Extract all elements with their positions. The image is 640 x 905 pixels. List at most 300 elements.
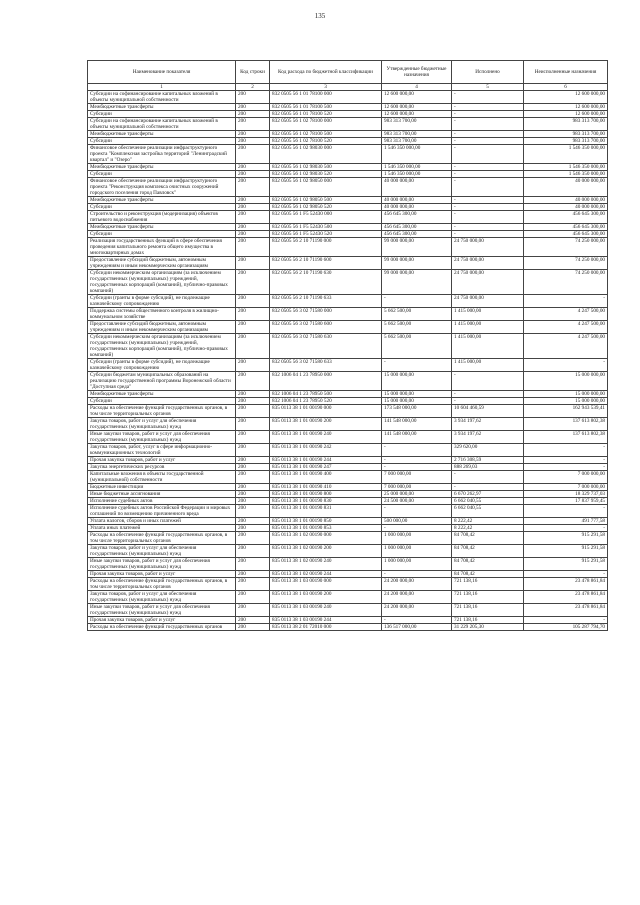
- row-budget-code: 835 0113 38 1 02 00190 000: [270, 532, 382, 545]
- table-row: [88, 238, 608, 257]
- row-approved: 1 000 000,00: [382, 558, 452, 571]
- row-name: Расходы на обеспечение функций государственных органов, в том числе территориальных органов: [88, 405, 236, 418]
- row-approved: 15 000 000,00: [382, 391, 452, 398]
- row-approved: 24 200 000,00: [382, 591, 452, 604]
- row-line-code: 200: [236, 498, 270, 505]
- table-row: [88, 518, 608, 525]
- row-unexecuted: 17 837 959,45: [524, 498, 608, 505]
- table-row: [88, 308, 608, 321]
- row-budget-code: 832 0505 56 1 02 98050 000: [270, 178, 382, 197]
- row-unexecuted: 12 600 000,00: [524, 111, 608, 118]
- row-approved: 15 000 000,00: [382, 398, 452, 405]
- row-name: Межбюджетные трансферты: [88, 131, 236, 138]
- table-row: [88, 359, 608, 372]
- row-approved: -: [382, 571, 452, 578]
- row-line-code: 200: [236, 525, 270, 532]
- row-approved: 5 662 500,00: [382, 334, 452, 359]
- row-executed: -: [452, 391, 524, 398]
- row-executed: -: [452, 178, 524, 197]
- row-executed: 6 662 040,55: [452, 505, 524, 518]
- row-executed: 24 750 000,00: [452, 295, 524, 308]
- row-approved: 7 000 000,00: [382, 484, 452, 491]
- row-budget-code: 832 0505 56 2 10 71190 600: [270, 257, 382, 270]
- row-name: Иные закупки товаров, работ и услуг для обеспечения государственных (муниципальных) нужд: [88, 604, 236, 617]
- row-unexecuted: 915 291,58: [524, 558, 608, 571]
- row-unexecuted: 12 600 000,00: [524, 104, 608, 111]
- table-row: [88, 444, 608, 457]
- table-row: [88, 197, 608, 204]
- row-line-code: 200: [236, 405, 270, 418]
- row-approved: 1 546 350 000,00: [382, 164, 452, 171]
- row-budget-code: 832 0505 56 1 02 98030 500: [270, 164, 382, 171]
- row-budget-code: 832 0505 56 3 02 71580 633: [270, 359, 382, 372]
- row-approved: 456 645 300,00: [382, 211, 452, 224]
- row-budget-code: 832 0505 56 2 10 71190 000: [270, 238, 382, 257]
- row-line-code: 200: [236, 491, 270, 498]
- row-unexecuted: 456 645 300,00: [524, 231, 608, 238]
- row-budget-code: 832 0505 56 1 F5 52430 000: [270, 211, 382, 224]
- row-budget-code: 832 0505 56 1 F5 52430 520: [270, 231, 382, 238]
- row-line-code: 200: [236, 604, 270, 617]
- row-budget-code: 835 0113 38 1 03 00190 244: [270, 617, 382, 624]
- row-line-code: 200: [236, 204, 270, 211]
- row-budget-code: 835 0113 38 1 01 00190 853: [270, 525, 382, 532]
- row-approved: 983 313 700,00: [382, 131, 452, 138]
- row-line-code: 200: [236, 558, 270, 571]
- row-unexecuted: 74 250 000,00: [524, 270, 608, 295]
- row-name: Закупка товаров, работ и услуг для обеспечения государственных (муниципальных) нужд: [88, 545, 236, 558]
- table-row: [88, 591, 608, 604]
- row-line-code: 200: [236, 398, 270, 405]
- row-budget-code: 832 0505 56 1 02 98050 500: [270, 197, 382, 204]
- row-name: Закупка товаров, работ и услуг для обеспечения государственных (муниципальных) нужд: [88, 418, 236, 431]
- table-row: [88, 138, 608, 145]
- row-approved: -: [382, 617, 452, 624]
- table-row: [88, 145, 608, 164]
- table-row: [88, 111, 608, 118]
- column-number: 3: [270, 84, 382, 91]
- row-executed: -: [452, 398, 524, 405]
- row-name: Субсидии бюджетам муниципальных образований на реализацию государственной программы Воронежской области "Доступная среда": [88, 372, 236, 391]
- row-unexecuted: 4 247 500,00: [524, 308, 608, 321]
- row-executed: -: [452, 104, 524, 111]
- row-executed: 3 934 197,62: [452, 418, 524, 431]
- row-budget-code: 832 0505 56 3 02 71580 630: [270, 334, 382, 359]
- table-row: [88, 498, 608, 505]
- row-line-code: 200: [236, 532, 270, 545]
- row-name: Субсидии на софинансирование капитальных вложений в объекты муниципальной собственности: [88, 118, 236, 131]
- row-line-code: 200: [236, 464, 270, 471]
- row-executed: 6 670 262,97: [452, 491, 524, 498]
- row-executed: -: [452, 204, 524, 211]
- table-row: [88, 457, 608, 464]
- row-line-code: 200: [236, 334, 270, 359]
- row-unexecuted: -: [524, 444, 608, 457]
- row-name: Уплата иных платежей: [88, 525, 236, 532]
- row-approved: 40 000 000,00: [382, 197, 452, 204]
- row-line-code: 200: [236, 270, 270, 295]
- row-name: Поддержка системы общественного контроля в жилищно-коммунальном хозяйстве: [88, 308, 236, 321]
- table-row: [88, 372, 608, 391]
- row-budget-code: 835 0113 38 1 02 00190 240: [270, 558, 382, 571]
- row-approved: 12 600 000,00: [382, 91, 452, 104]
- row-budget-code: 835 0113 38 1 01 00190 240: [270, 431, 382, 444]
- row-name: Субсидии (гранты в форме субсидий), не подлежащие казначейскому сопровождению: [88, 359, 236, 372]
- table-row: [88, 257, 608, 270]
- table-body: [88, 91, 608, 631]
- row-executed: 84 708,42: [452, 558, 524, 571]
- table-row: [88, 418, 608, 431]
- row-unexecuted: 137 613 802,38: [524, 418, 608, 431]
- row-approved: -: [382, 295, 452, 308]
- row-unexecuted: 74 250 000,00: [524, 238, 608, 257]
- row-executed: -: [452, 372, 524, 391]
- row-unexecuted: 23 478 861,84: [524, 604, 608, 617]
- row-executed: 721 138,16: [452, 578, 524, 591]
- table-row: [88, 558, 608, 571]
- row-executed: -: [452, 131, 524, 138]
- row-budget-code: 835 0113 38 2 01 72010 000: [270, 624, 382, 631]
- row-name: Строительство и реконструкция (модернизация) объектов питьевого водоснабжения: [88, 211, 236, 224]
- table-row: [88, 178, 608, 197]
- row-name: Закупка товаров, работ и услуг для обеспечения государственных (муниципальных) нужд: [88, 591, 236, 604]
- row-unexecuted: 15 000 000,00: [524, 391, 608, 398]
- row-unexecuted: 915 291,58: [524, 532, 608, 545]
- row-approved: 24 500 000,00: [382, 498, 452, 505]
- row-unexecuted: 1 546 350 000,00: [524, 145, 608, 164]
- row-approved: 456 645 300,00: [382, 231, 452, 238]
- table-row: [88, 617, 608, 624]
- table-row: [88, 321, 608, 334]
- row-name: Закупка товаров, работ, услуг в сфере информационно-коммуникационных технологий: [88, 444, 236, 457]
- row-name: Субсидии: [88, 398, 236, 405]
- row-executed: 10 604 460,59: [452, 405, 524, 418]
- row-name: Расходы на обеспечение функций государственных органов, в том числе территориальных органов: [88, 532, 236, 545]
- row-budget-code: 835 0113 38 1 02 00190 200: [270, 545, 382, 558]
- row-name: Межбюджетные трансферты: [88, 197, 236, 204]
- row-line-code: 200: [236, 471, 270, 484]
- budget-table: [87, 60, 608, 631]
- table-row: [88, 405, 608, 418]
- row-budget-code: 832 0505 56 1 F5 52430 500: [270, 224, 382, 231]
- row-name: Исполнение судебных актов Российской Федерации и мировых соглашений по возмещению причиненного вреда: [88, 505, 236, 518]
- row-budget-code: 832 1006 04 1 23 78950 000: [270, 372, 382, 391]
- row-approved: 5 662 500,00: [382, 321, 452, 334]
- row-approved: 1 000 000,00: [382, 545, 452, 558]
- row-unexecuted: 491 777,58: [524, 518, 608, 525]
- row-budget-code: 832 0505 56 1 01 78100 500: [270, 104, 382, 111]
- row-line-code: 200: [236, 372, 270, 391]
- header-line-code: Код строки: [236, 61, 270, 84]
- row-approved: -: [382, 505, 452, 518]
- row-approved: 141 548 000,00: [382, 431, 452, 444]
- row-approved: 24 200 000,00: [382, 578, 452, 591]
- row-line-code: 200: [236, 211, 270, 224]
- row-executed: 8 222,42: [452, 518, 524, 525]
- row-unexecuted: -: [524, 571, 608, 578]
- row-name: Прочая закупка товаров, работ и услуг: [88, 571, 236, 578]
- row-line-code: 200: [236, 145, 270, 164]
- row-executed: -: [452, 471, 524, 484]
- row-unexecuted: 23 478 861,84: [524, 591, 608, 604]
- row-unexecuted: -: [524, 525, 608, 532]
- table-row: [88, 91, 608, 104]
- row-line-code: 200: [236, 431, 270, 444]
- row-approved: 7 000 000,00: [382, 471, 452, 484]
- row-executed: -: [452, 211, 524, 224]
- table-row: [88, 204, 608, 211]
- row-unexecuted: -: [524, 505, 608, 518]
- row-name: Капитальные вложения в объекты государственной (муниципальной) собственности: [88, 471, 236, 484]
- row-executed: 3 934 197,62: [452, 431, 524, 444]
- row-unexecuted: 105 287 794,70: [524, 624, 608, 631]
- column-number: 4: [382, 84, 452, 91]
- row-approved: -: [382, 457, 452, 464]
- table-row: [88, 104, 608, 111]
- row-unexecuted: 4 247 500,00: [524, 334, 608, 359]
- row-executed: 24 750 000,00: [452, 270, 524, 295]
- row-line-code: 200: [236, 457, 270, 464]
- row-name: Межбюджетные трансферты: [88, 164, 236, 171]
- row-approved: 1 546 350 000,00: [382, 145, 452, 164]
- row-budget-code: 835 0113 38 1 01 00190 831: [270, 505, 382, 518]
- row-line-code: 200: [236, 197, 270, 204]
- row-line-code: 200: [236, 578, 270, 591]
- row-budget-code: 835 0113 38 1 01 00190 000: [270, 405, 382, 418]
- row-line-code: 200: [236, 359, 270, 372]
- row-unexecuted: -: [524, 464, 608, 471]
- row-line-code: 200: [236, 571, 270, 578]
- row-approved: 12 600 000,00: [382, 111, 452, 118]
- row-approved: 99 000 000,00: [382, 257, 452, 270]
- row-name: Расходы на обеспечение функций государственных органов: [88, 624, 236, 631]
- row-approved: 983 313 700,00: [382, 138, 452, 145]
- table-row: [88, 334, 608, 359]
- table-row: [88, 578, 608, 591]
- row-approved: 12 600 000,00: [382, 104, 452, 111]
- row-approved: 25 000 000,00: [382, 491, 452, 498]
- row-unexecuted: 7 000 000,00: [524, 471, 608, 484]
- row-budget-code: 835 0113 38 1 01 00190 247: [270, 464, 382, 471]
- row-executed: 721 138,16: [452, 604, 524, 617]
- column-number: 2: [236, 84, 270, 91]
- row-executed: 2 716 308,59: [452, 457, 524, 464]
- row-name: Реализация государственных функций в сфере обеспечения проведения капитального ремонта общего имущества в многоквартирных домах: [88, 238, 236, 257]
- row-unexecuted: 137 613 802,38: [524, 431, 608, 444]
- table-row: [88, 171, 608, 178]
- row-unexecuted: 23 478 861,84: [524, 578, 608, 591]
- row-executed: 31 229 205,30: [452, 624, 524, 631]
- table-row: [88, 484, 608, 491]
- column-number: 5: [452, 84, 524, 91]
- row-approved: 24 200 000,00: [382, 604, 452, 617]
- row-executed: -: [452, 171, 524, 178]
- table-row: [88, 118, 608, 131]
- page-number: 135: [314, 12, 326, 20]
- row-name: Предоставление субсидий бюджетным, автономным учреждениям и иным некоммерческим организациям: [88, 321, 236, 334]
- table-row: [88, 624, 608, 631]
- row-name: Финансовое обеспечение реализации инфраструктурного проекта "Реконструкция комплекса очистных сооружений городского поселения город Павловск": [88, 178, 236, 197]
- header-approved: Утвержденные бюджетные назначения: [382, 61, 452, 84]
- row-executed: 1 415 000,00: [452, 321, 524, 334]
- row-line-code: 200: [236, 444, 270, 457]
- row-line-code: 200: [236, 138, 270, 145]
- row-line-code: 200: [236, 321, 270, 334]
- table-row: [88, 391, 608, 398]
- row-approved: 141 548 000,00: [382, 418, 452, 431]
- row-unexecuted: 40 000 000,00: [524, 204, 608, 211]
- row-budget-code: 835 0113 38 1 01 00190 410: [270, 484, 382, 491]
- row-name: Межбюджетные трансферты: [88, 224, 236, 231]
- row-budget-code: 832 0505 56 1 02 78100 520: [270, 138, 382, 145]
- row-executed: -: [452, 138, 524, 145]
- row-executed: 1 415 000,00: [452, 359, 524, 372]
- row-unexecuted: 18 329 737,03: [524, 491, 608, 498]
- table-row: [88, 604, 608, 617]
- table-row: [88, 295, 608, 308]
- row-budget-code: 835 0113 38 1 01 00190 800: [270, 491, 382, 498]
- header-executed: Исполнено: [452, 61, 524, 84]
- row-unexecuted: 15 000 000,00: [524, 398, 608, 405]
- row-executed: 6 662 040,55: [452, 498, 524, 505]
- row-line-code: 200: [236, 118, 270, 131]
- row-executed: -: [452, 197, 524, 204]
- row-budget-code: 832 0505 56 2 10 71190 633: [270, 295, 382, 308]
- table-row: [88, 224, 608, 231]
- row-unexecuted: 40 000 000,00: [524, 197, 608, 204]
- header-name: Наименование показателя: [88, 61, 236, 84]
- row-unexecuted: 40 000 000,00: [524, 178, 608, 197]
- column-number: 1: [88, 84, 236, 91]
- row-budget-code: 835 0113 38 1 03 00190 200: [270, 591, 382, 604]
- row-line-code: 200: [236, 231, 270, 238]
- row-executed: 84 708,42: [452, 545, 524, 558]
- row-line-code: 200: [236, 308, 270, 321]
- row-approved: 40 000 000,00: [382, 178, 452, 197]
- row-line-code: 200: [236, 91, 270, 104]
- row-name: Иные закупки товаров, работ и услуг для обеспечения государственных (муниципальных) нужд: [88, 431, 236, 444]
- table-row: [88, 545, 608, 558]
- row-unexecuted: 15 000 000,00: [524, 372, 608, 391]
- row-name: Субсидии на софинансирование капитальных вложений в объекты муниципальной собственности: [88, 91, 236, 104]
- row-line-code: 200: [236, 295, 270, 308]
- row-executed: -: [452, 145, 524, 164]
- row-unexecuted: -: [524, 295, 608, 308]
- table-row: [88, 571, 608, 578]
- row-executed: -: [452, 118, 524, 131]
- row-executed: 84 708,42: [452, 571, 524, 578]
- row-budget-code: 832 0505 56 1 02 98030 000: [270, 145, 382, 164]
- row-unexecuted: 456 645 300,00: [524, 211, 608, 224]
- row-line-code: 200: [236, 518, 270, 525]
- header-unexecuted: Неисполненные назначения: [524, 61, 608, 84]
- row-name: Межбюджетные трансферты: [88, 391, 236, 398]
- table-row: [88, 131, 608, 138]
- table-row: [88, 231, 608, 238]
- table-row: [88, 211, 608, 224]
- row-approved: 136 517 000,00: [382, 624, 452, 631]
- row-budget-code: 832 0505 56 1 02 78100 500: [270, 131, 382, 138]
- row-line-code: 200: [236, 178, 270, 197]
- row-line-code: 200: [236, 484, 270, 491]
- row-unexecuted: 162 943 539,41: [524, 405, 608, 418]
- row-executed: -: [452, 231, 524, 238]
- row-unexecuted: 983 313 700,00: [524, 138, 608, 145]
- row-approved: 15 000 000,00: [382, 372, 452, 391]
- row-unexecuted: 7 000 000,00: [524, 484, 608, 491]
- row-executed: 84 708,42: [452, 532, 524, 545]
- row-budget-code: 832 1006 04 1 23 78950 520: [270, 398, 382, 405]
- row-budget-code: 832 0505 56 3 02 71580 000: [270, 308, 382, 321]
- row-executed: 329 620,00: [452, 444, 524, 457]
- row-budget-code: 835 0113 38 1 01 00190 200: [270, 418, 382, 431]
- row-name: Бюджетные инвестиции: [88, 484, 236, 491]
- row-name: Субсидии: [88, 138, 236, 145]
- row-approved: 40 000 000,00: [382, 204, 452, 211]
- column-number-row: [88, 84, 608, 91]
- table-row: [88, 491, 608, 498]
- row-executed: 1 415 000,00: [452, 334, 524, 359]
- table-row: [88, 464, 608, 471]
- row-name: Прочая закупка товаров, работ и услуг: [88, 457, 236, 464]
- row-unexecuted: -: [524, 457, 608, 464]
- row-unexecuted: -: [524, 359, 608, 372]
- row-line-code: 200: [236, 164, 270, 171]
- row-unexecuted: 74 250 000,00: [524, 257, 608, 270]
- row-approved: 983 313 700,00: [382, 118, 452, 131]
- row-budget-code: 835 0113 38 1 03 00190 240: [270, 604, 382, 617]
- row-name: Межбюджетные трансферты: [88, 104, 236, 111]
- row-name: Субсидии: [88, 171, 236, 178]
- table-row: [88, 398, 608, 405]
- row-executed: -: [452, 111, 524, 118]
- row-line-code: 200: [236, 171, 270, 178]
- row-unexecuted: 915 291,58: [524, 545, 608, 558]
- row-line-code: 200: [236, 111, 270, 118]
- row-budget-code: 832 0505 56 1 01 78100 000: [270, 91, 382, 104]
- row-executed: -: [452, 224, 524, 231]
- table-row: [88, 164, 608, 171]
- row-name: Иные закупки товаров, работ и услуг для обеспечения государственных (муниципальных) нужд: [88, 558, 236, 571]
- row-executed: 721 138,16: [452, 617, 524, 624]
- row-line-code: 200: [236, 624, 270, 631]
- row-approved: 99 000 000,00: [382, 270, 452, 295]
- row-executed: 24 750 000,00: [452, 257, 524, 270]
- row-name: Закупка энергетических ресурсов: [88, 464, 236, 471]
- row-approved: 500 000,00: [382, 518, 452, 525]
- row-name: Финансовое обеспечение реализации инфраструктурного проекта "Комплексная застройка территорий "Ленинградский квартал" и "Озеро": [88, 145, 236, 164]
- row-budget-code: 835 0113 38 1 01 00190 850: [270, 518, 382, 525]
- row-budget-code: 832 0505 56 3 02 71580 600: [270, 321, 382, 334]
- row-name: Субсидии: [88, 111, 236, 118]
- row-approved: 173 548 000,00: [382, 405, 452, 418]
- row-unexecuted: 456 645 300,00: [524, 224, 608, 231]
- row-line-code: 200: [236, 224, 270, 231]
- row-budget-code: 832 0505 56 1 02 98030 520: [270, 171, 382, 178]
- row-approved: 99 000 000,00: [382, 238, 452, 257]
- row-budget-code: 835 0113 38 1 01 00190 242: [270, 444, 382, 457]
- row-line-code: 200: [236, 505, 270, 518]
- row-unexecuted: 12 600 000,00: [524, 91, 608, 104]
- row-name: Субсидии некоммерческим организациям (за исключением государственных (муниципальных) учреждений, государственных корпораций (компаний), публично-правовых компаний): [88, 270, 236, 295]
- row-executed: 8 222,42: [452, 525, 524, 532]
- row-name: Предоставление субсидий бюджетным, автономным учреждениям и иным некоммерческим организациям: [88, 257, 236, 270]
- row-unexecuted: 1 546 350 000,00: [524, 171, 608, 178]
- row-line-code: 200: [236, 418, 270, 431]
- row-name: Расходы на обеспечение функций государственных органов, в том числе территориальных органов: [88, 578, 236, 591]
- row-name: Уплата налогов, сборов и иных платежей: [88, 518, 236, 525]
- row-line-code: 200: [236, 391, 270, 398]
